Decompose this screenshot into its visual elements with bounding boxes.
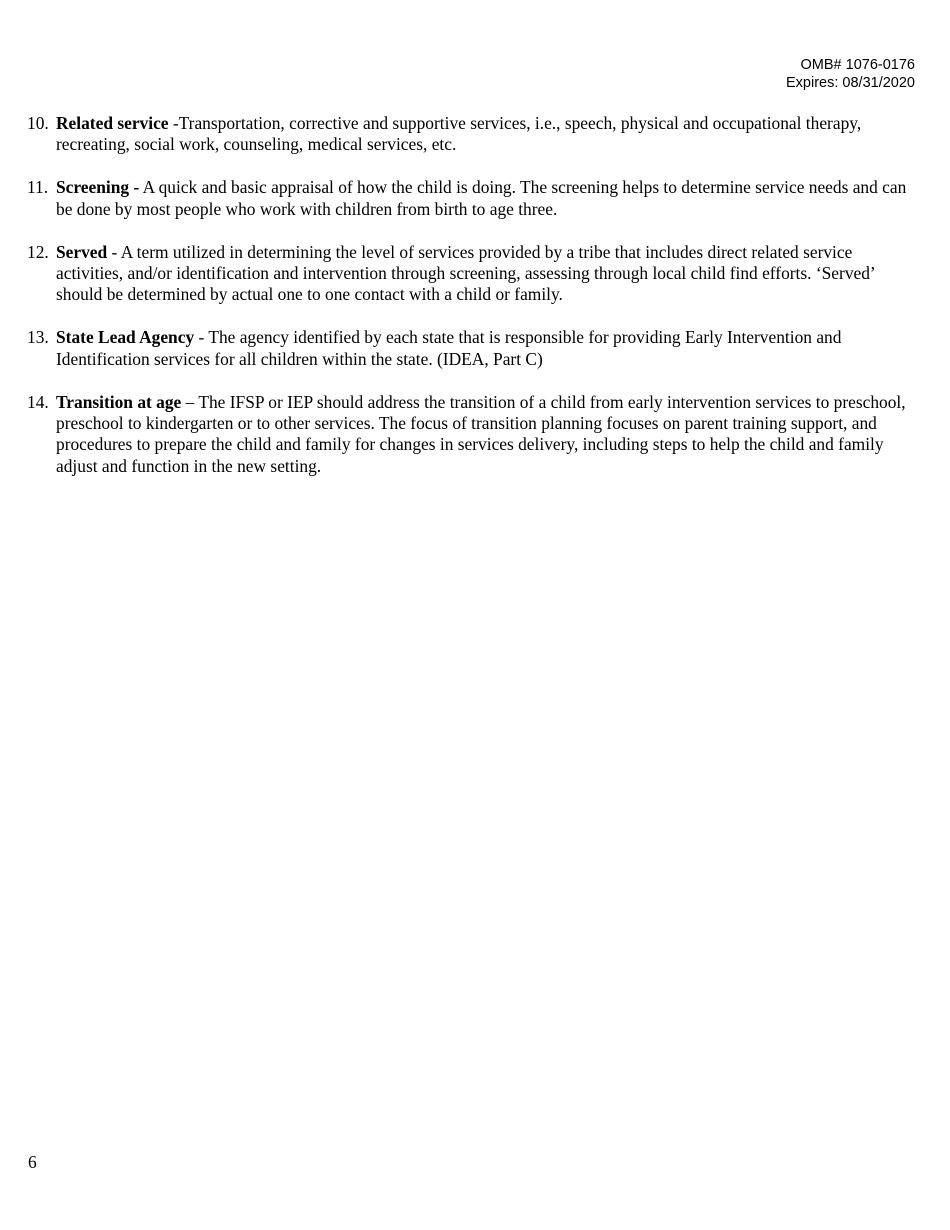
definition-text: – The IFSP or IEP should address the transition of a child from early intervention services to preschool, preschool to kindergarten or to other services. The focus of transition planning focuses on parent training support, and procedures to prepare the child and family for changes in services delivery, including steps to help the child and family adjust and function in the new setting. — [56, 391, 906, 476]
definition-number: 11. — [27, 177, 49, 198]
page-number: 6 — [28, 1152, 37, 1172]
omb-header — [786, 56, 915, 92]
definition-item — [27, 392, 917, 478]
definition-item — [27, 177, 917, 220]
definition-term: Transition at age — [56, 391, 182, 412]
expiration-date: Expires: 08/31/2020 — [786, 75, 915, 91]
definition-number: 14. — [27, 391, 49, 412]
definition-term: Related service — [56, 113, 169, 133]
definition-number: 12. — [27, 241, 49, 262]
definition-text: -Transportation, corrective and supportive services, i.e., speech, physical and occupational therapy, recreating, social work, counseling, medical services, etc. — [56, 113, 862, 155]
definition-item — [27, 113, 917, 156]
definition-item — [27, 242, 917, 306]
definition-term: State Lead Agency — [56, 327, 195, 348]
definition-number: 13. — [27, 327, 49, 348]
definition-text: - A term utilized in determining the level of services provided by a tribe that includes direct related service activities, and/or identification and intervention through screening, assessing through local child find efforts. ‘Served’ should be determined by actual one to one contact with a child or family. — [56, 241, 875, 305]
definition-term: Served — [56, 241, 108, 262]
definition-term: Screening - — [56, 177, 140, 198]
definition-item — [27, 327, 917, 370]
definition-number: 10. — [27, 113, 49, 133]
definitions-list — [27, 113, 917, 499]
definition-text: A quick and basic appraisal of how the child is doing. The screening helps to determine service needs and can be done by most people who work with children from birth to age three. — [56, 177, 907, 219]
definition-text: - The agency identified by each state that is responsible for providing Early Intervention and Identification services for all children within the state. (IDEA, Part C) — [56, 327, 842, 369]
omb-number: OMB# 1076-0176 — [800, 57, 915, 73]
